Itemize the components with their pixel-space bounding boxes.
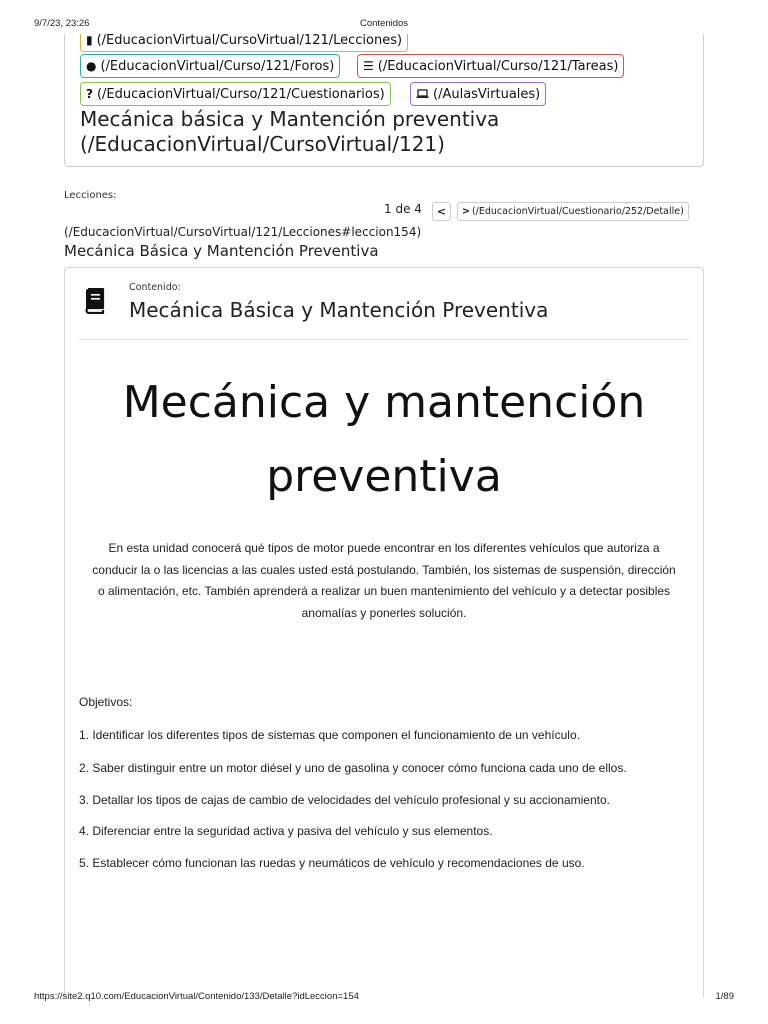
objetivo-item: 2. Saber distinguir entre un motor diésel y uno de gasolina y conocer cómo funciona cada uno de ellos. [79,761,627,775]
book-icon: ▮ [86,34,93,47]
aulas-link[interactable] [410,82,546,106]
tasks-icon: ☰ [363,59,374,73]
foros-link[interactable] [80,54,340,78]
content-card [64,267,704,997]
print-title: Contenidos [359,18,409,29]
intro-line: o alimentación, etc. También aprenderá a realizar un buen mantenimiento del vehículo y a detectar posibles [97,584,671,598]
tareas-link[interactable] [357,54,624,78]
intro-line: anomalías y ponerles solución. [301,605,467,620]
content-heading [79,366,689,514]
course-title[interactable] [80,107,499,157]
next-lesson-button[interactable] [457,202,689,221]
lecciones-label: Lecciones: [64,190,117,201]
cuestionarios-link[interactable] [80,82,391,106]
prev-lesson-button[interactable] [432,202,451,221]
lesson-anchor-link[interactable]: (/EducacionVirtual/CursoVirtual/121/Lecciones#leccion154) [64,225,422,239]
objetivo-item: 1. Identificar los diferentes tipos de sistemas que componen el funcionamiento de un vehículo. [79,728,580,742]
cuestionarios-link-label: (/EducacionVirtual/Curso/121/Cuestionarios) [96,87,385,102]
contenido-label: Contenido: [129,282,181,293]
tareas-link-label: (/EducacionVirtual/Curso/121/Tareas) [377,59,619,74]
intro-line: conducir la o las licencias a las cuales usted está postulando. También, los sistemas de suspensión, dirección [92,562,676,577]
comments-icon: ● [86,59,97,73]
lecciones-link-label: (/EducacionVirtual/CursoVirtual/121/Lecciones) [96,34,403,48]
print-datetime: 9/7/23, 23:26 [34,18,90,29]
divider [79,339,689,340]
course-title-line1: Mecánica básica y Mantención preventiva [80,107,500,131]
contenido-title: Mecánica Básica y Mantención Preventiva [129,298,549,322]
course-title-line2: (/EducacionVirtual/CursoVirtual/121) [80,132,445,156]
next-lesson-link: (/EducacionVirtual/Cuestionario/252/Detalle) [471,206,684,217]
aulas-link-label: (/AulasVirtuales) [433,87,541,102]
lesson-title: Mecánica Básica y Mantención Preventiva [64,242,379,260]
chevron-right-icon: > [462,206,470,217]
question-icon: ? [86,87,93,101]
chevron-left-icon: < [436,205,447,218]
intro-line: En esta unidad conocerá qué tipos de motor puede encontrar en los diferentes vehículos que autoriza a [108,541,660,555]
objetivo-item: 3. Detallar los tipos de cajas de cambio de velocidades del vehículo profesional y su accionamiento. [79,793,610,807]
book-icon [83,288,105,314]
pager-count: 1 de 4 [384,202,422,216]
lecciones-link[interactable] [80,34,408,52]
print-url: https://site2.q10.com/EducacionVirtual/Contenido/133/Detalle?idLeccion=154 [34,991,359,1002]
content-heading-line1: Mecánica y mantención [122,377,646,428]
course-nav-card [64,34,704,167]
laptop-icon [416,83,429,105]
content-heading-line2: preventiva [266,451,502,502]
print-page-number: 1/89 [715,991,734,1002]
intro-paragraph [79,538,689,624]
foros-link-label: (/EducacionVirtual/Curso/121/Foros) [100,59,335,74]
objetivo-item: 4. Diferenciar entre la seguridad activa y pasiva del vehículo y sus elementos. [79,824,493,838]
objetivo-item: 5. Establecer cómo funcionan las ruedas y neumáticos de vehículo y recomendaciones de uso. [79,856,585,870]
print-header [34,18,734,32]
print-footer [34,991,734,1005]
objetivos-label: Objetivos: [79,695,133,709]
